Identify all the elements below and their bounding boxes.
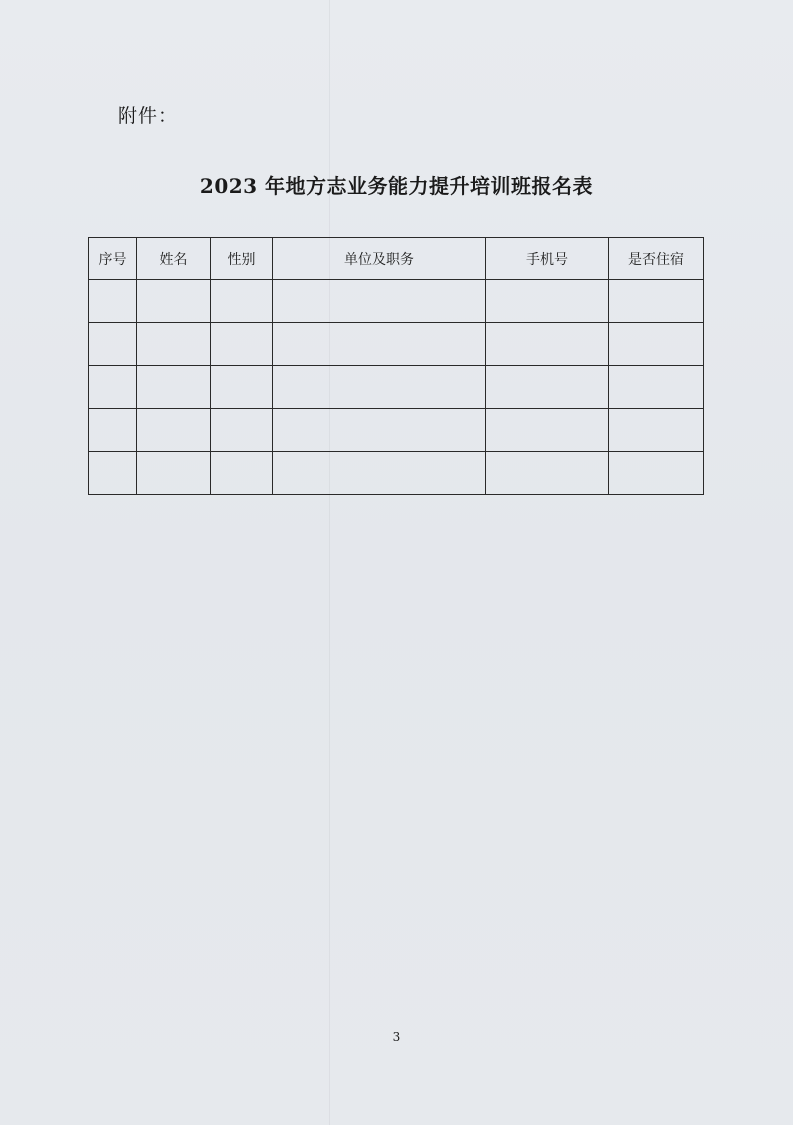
- table-cell: [137, 409, 211, 452]
- table-cell: [89, 280, 137, 323]
- table-row: [89, 452, 704, 495]
- table-cell: [609, 452, 704, 495]
- table-row: [89, 366, 704, 409]
- table-cell: [211, 280, 273, 323]
- table-cell: [273, 280, 486, 323]
- table-cell: [273, 452, 486, 495]
- table-cell: [273, 323, 486, 366]
- table-cell: [486, 409, 609, 452]
- page-fold-line: [329, 0, 330, 1125]
- registration-table: [88, 237, 704, 495]
- header-name: 姓名: [137, 238, 211, 280]
- table-cell: [211, 366, 273, 409]
- header-serial-number: 序号: [89, 238, 137, 280]
- header-accommodation: 是否住宿: [609, 238, 704, 280]
- table-cell: [211, 452, 273, 495]
- header-organization-position: 单位及职务: [273, 238, 486, 280]
- table-cell: [89, 409, 137, 452]
- table-cell: [609, 409, 704, 452]
- table-cell: [137, 452, 211, 495]
- table-cell: [486, 323, 609, 366]
- table-cell: [609, 280, 704, 323]
- document-title: 2023 年地方志业务能力提升培训班报名表: [199, 174, 594, 198]
- header-mobile-number: 手机号: [486, 238, 609, 280]
- table-cell: [273, 409, 486, 452]
- table-cell: [137, 323, 211, 366]
- header-gender: 性别: [211, 238, 273, 280]
- page-number: 3: [392, 1030, 401, 1044]
- table-cell: [211, 409, 273, 452]
- table-row: [89, 409, 704, 452]
- table-cell: [89, 452, 137, 495]
- table-row: [89, 280, 704, 323]
- table-cell: [609, 323, 704, 366]
- attachment-label: 附件：: [118, 105, 179, 127]
- table-cell: [609, 366, 704, 409]
- table-header-row: [89, 238, 704, 280]
- table-cell: [273, 366, 486, 409]
- table-cell: [137, 366, 211, 409]
- table-cell: [486, 366, 609, 409]
- table-cell: [89, 366, 137, 409]
- table-cell: [486, 452, 609, 495]
- table-cell: [89, 323, 137, 366]
- table-row: [89, 323, 704, 366]
- table-cell: [486, 280, 609, 323]
- table-cell: [137, 280, 211, 323]
- table-cell: [211, 323, 273, 366]
